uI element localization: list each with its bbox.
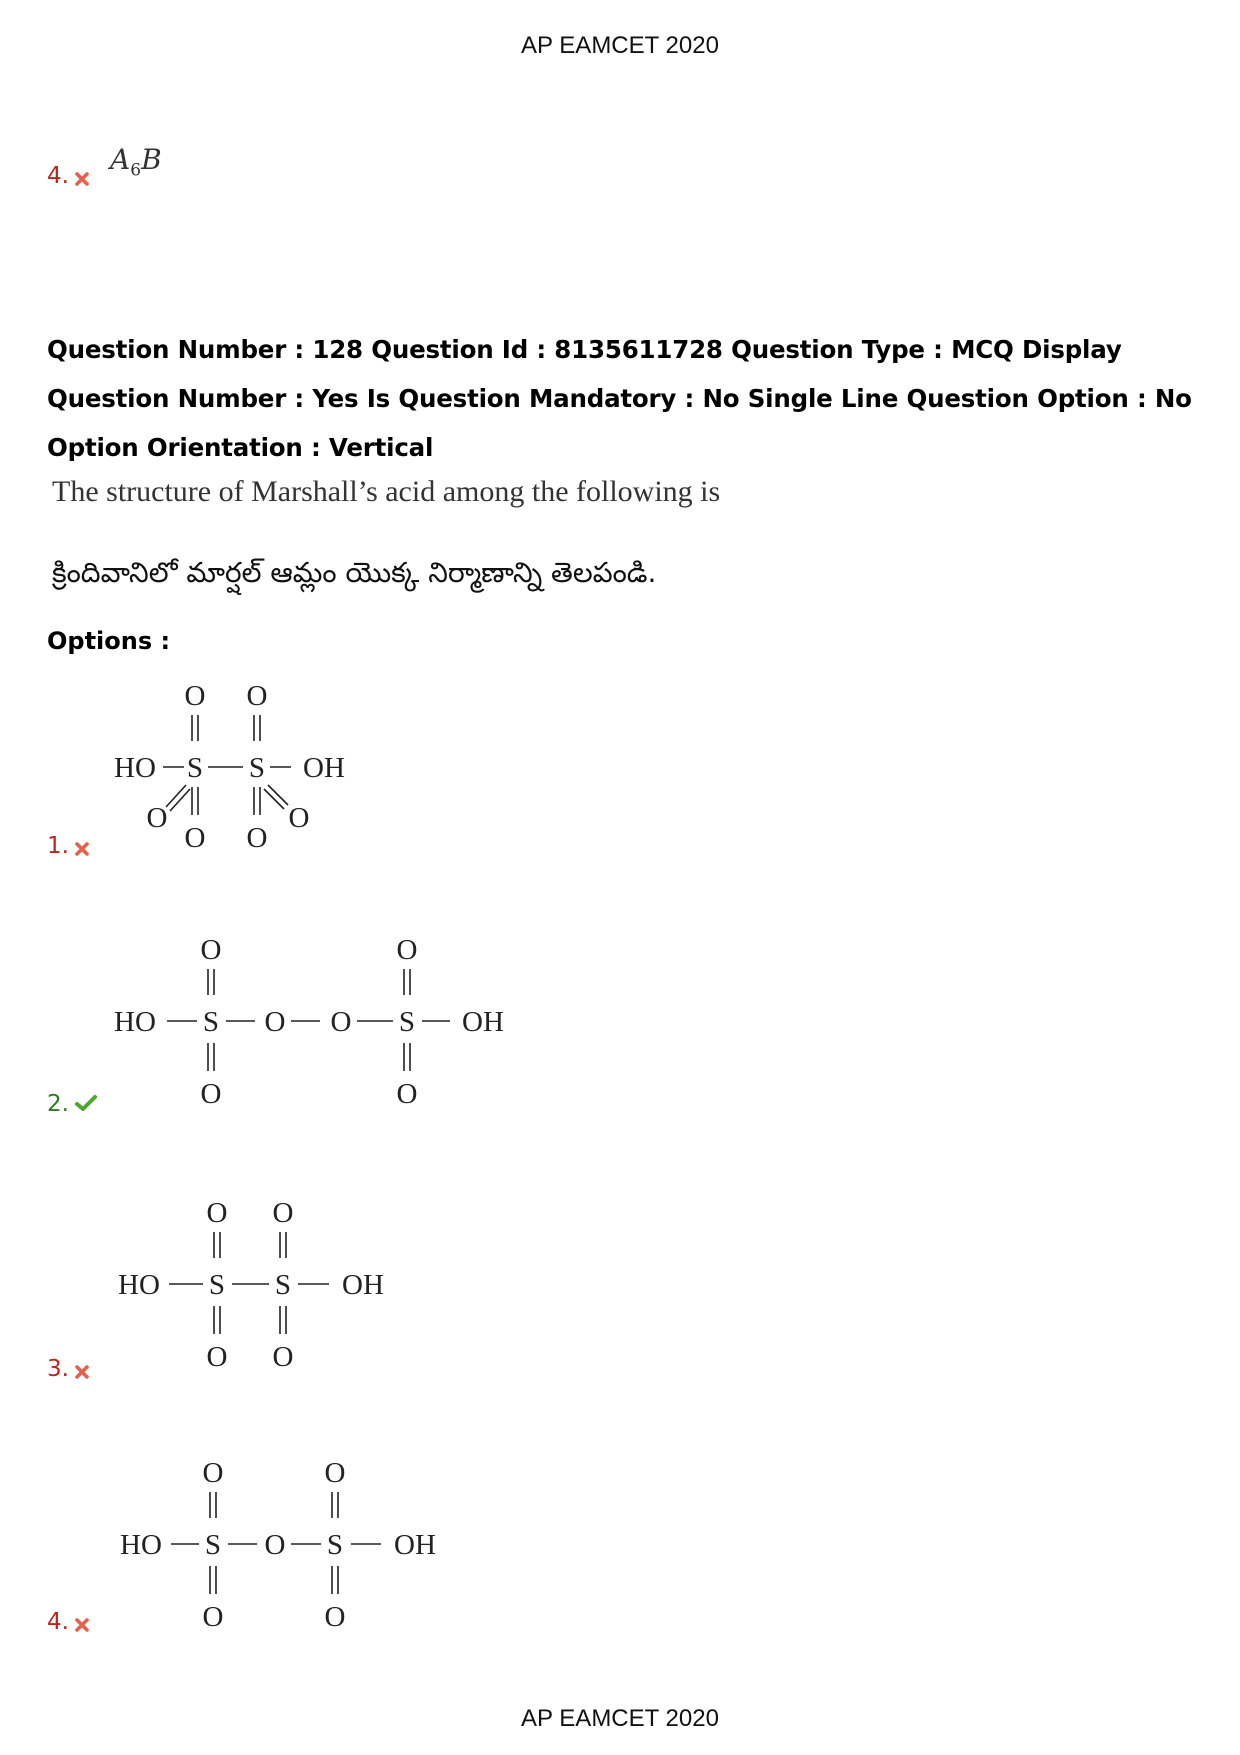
option-number: 1. — [47, 833, 69, 859]
atom-s: S — [248, 752, 266, 784]
cross-icon — [75, 836, 89, 850]
cross-icon — [75, 166, 89, 180]
atom-o: O — [246, 822, 268, 854]
question-text-telugu: క్రిందివానిలో మార్షల్ ఆమ్లం యొక్క నిర్మాణాన్ని తెలపండి. — [52, 556, 657, 589]
option-number: 4. — [47, 163, 69, 189]
formula-tail: B — [141, 143, 162, 176]
atom-o: O — [206, 1341, 228, 1373]
option-number: 2. — [47, 1091, 69, 1117]
option-1-structure — [105, 675, 385, 855]
group-oh: OH — [394, 1529, 436, 1561]
atom-o: O — [246, 680, 268, 712]
group-ho: HO — [114, 752, 156, 784]
formula-main: A — [110, 143, 131, 176]
atom-o: O — [324, 1601, 346, 1633]
atom-o: O — [264, 1529, 286, 1561]
atom-o: O — [330, 1006, 352, 1038]
cross-icon — [75, 1612, 89, 1626]
options-label: Options : — [47, 627, 171, 655]
atom-o: O — [272, 1341, 294, 1373]
group-oh: OH — [462, 1006, 504, 1038]
atom-s: S — [326, 1529, 344, 1561]
page-footer: AP EAMCET 2020 — [521, 1705, 719, 1732]
formula-subscript: 6 — [130, 160, 142, 181]
option-3-marker[interactable] — [47, 1356, 89, 1382]
atom-o: O — [200, 934, 222, 966]
atom-o: O — [200, 1078, 222, 1110]
group-oh: OH — [342, 1269, 384, 1301]
option-2-marker[interactable] — [47, 1091, 97, 1117]
atom-o: O — [184, 680, 206, 712]
atom-o: O — [288, 802, 310, 834]
atom-o: O — [206, 1197, 228, 1229]
atom-o: O — [396, 934, 418, 966]
atom-o: O — [184, 822, 206, 854]
question-meta: Question Number : 128 Question Id : 8135611728 Question Type : MCQ Display Question Number : Yes Is Question Mandatory : No Single Line Question Option : No Option Orientation : Vertical — [47, 335, 1192, 462]
atom-o: O — [272, 1197, 294, 1229]
atom-o: O — [202, 1601, 224, 1633]
question-text-english: The structure of Marshall’s acid among the following is — [52, 475, 721, 508]
atom-s: S — [186, 752, 204, 784]
atom-o: O — [202, 1457, 224, 1489]
atom-o: O — [396, 1078, 418, 1110]
option-number: 3. — [47, 1356, 69, 1382]
option-2-structure — [105, 925, 525, 1115]
check-icon — [75, 1092, 97, 1110]
atom-o: O — [324, 1457, 346, 1489]
group-oh: OH — [303, 752, 345, 784]
group-ho: HO — [118, 1269, 160, 1301]
atom-s: S — [202, 1006, 220, 1038]
prev-option-4-marker — [47, 163, 89, 189]
atom-s: S — [204, 1529, 222, 1561]
page-header: AP EAMCET 2020 — [521, 32, 719, 59]
option-3-structure — [105, 1190, 405, 1380]
option-1-marker[interactable] — [47, 833, 89, 859]
atom-s: S — [398, 1006, 416, 1038]
atom-o: O — [264, 1006, 286, 1038]
cross-icon — [75, 1359, 89, 1373]
atom-s: S — [208, 1269, 226, 1301]
option-4-marker[interactable] — [47, 1609, 89, 1635]
atom-s: S — [274, 1269, 292, 1301]
group-ho: HO — [120, 1529, 162, 1561]
previous-answer-formula — [110, 143, 162, 181]
group-ho: HO — [114, 1006, 156, 1038]
atom-o: O — [146, 802, 168, 834]
option-number: 4. — [47, 1609, 69, 1635]
option-4-structure — [105, 1452, 455, 1642]
